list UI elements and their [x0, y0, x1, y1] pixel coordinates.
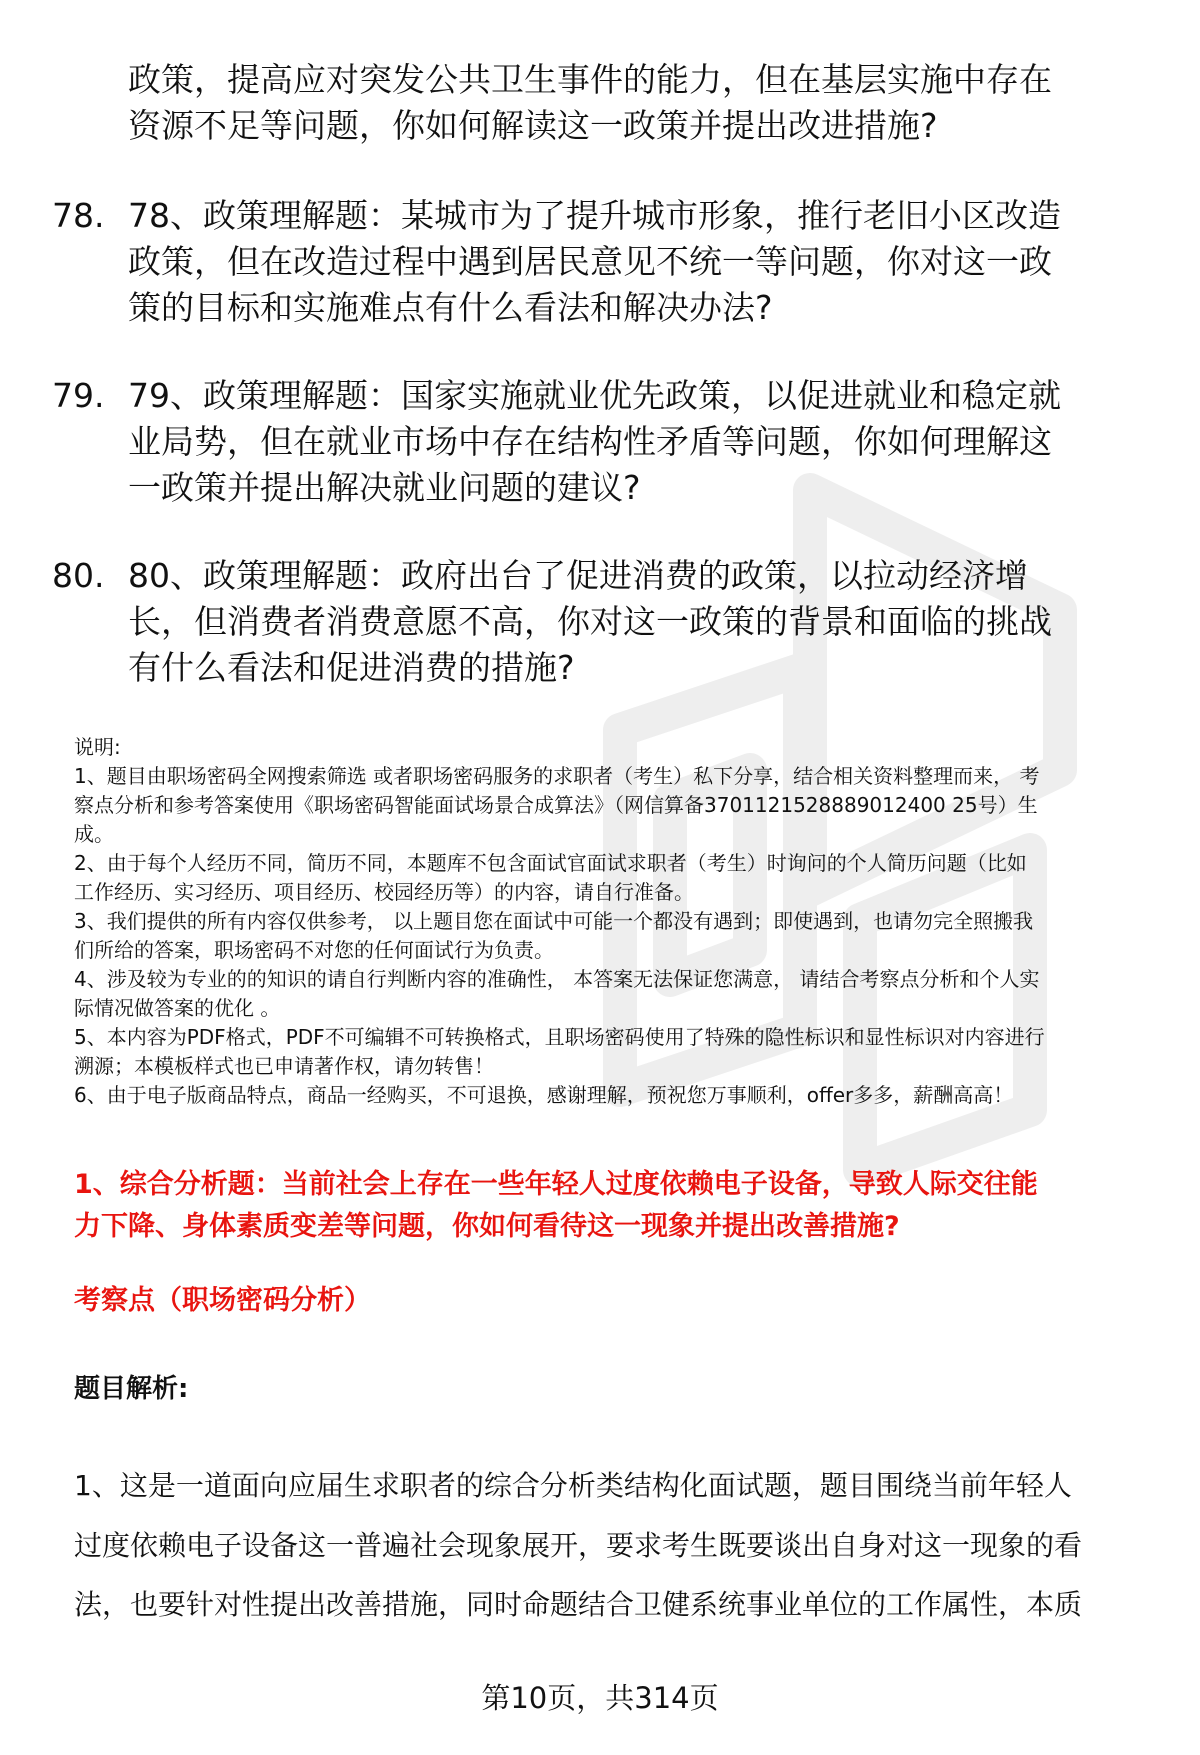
question-line: 有什么看法和促进消费的措施?	[128, 648, 575, 687]
focus-label: 考察点（职场密码分析）	[74, 1285, 371, 1316]
page-number: 第10页，共314页	[481, 1681, 719, 1715]
analysis-line: 1、这是一道面向应届生求职者的综合分析类结构化面试题，题目围绕当前年轻人	[74, 1469, 1072, 1502]
section-question-title: 1、综合分析题：当前社会上存在一些年轻人过度依赖电子设备，导致人际交往能	[74, 1169, 1038, 1200]
question-line: 策的目标和实施难点有什么看法和解决办法?	[128, 288, 773, 327]
analysis-heading: 题目解析:	[74, 1374, 189, 1404]
note-line: 工作经历、实习经历、项目经历、校园经历等）的内容，请自行准备。	[74, 880, 694, 904]
analysis-line: 法，也要针对性提出改善措施，同时命题结合卫健系统事业单位的工作属性，本质	[74, 1588, 1083, 1621]
question-number: 80.	[52, 556, 105, 595]
question-line: 长，但消费者消费意愿不高，你对这一政策的背景和面临的挑战	[128, 602, 1052, 641]
note-line: 2、由于每个人经历不同，简历不同，本题库不包含面试官面试求职者（考生）时询问的个人简历问题（比如	[74, 851, 1027, 875]
notes-section	[74, 733, 1154, 1110]
analysis-line: 过度依赖电子设备这一普遍社会现象展开，要求考生既要谈出自身对这一现象的看	[74, 1529, 1083, 1562]
note-line: 3、我们提供的所有内容仅供参考， 以上题目您在面试中可能一个都没有遇到；即使遇到，也请勿完全照搬我	[74, 909, 1034, 933]
question-line: 政策，但在改造过程中遇到居民意见不统一等问题，你对这一政	[128, 242, 1052, 281]
question-line: 资源不足等问题，你如何解读这一政策并提出改进措施?	[128, 106, 938, 145]
question-number: 79.	[52, 376, 105, 415]
question-line: 一政策并提出解决就业问题的建议?	[128, 468, 641, 507]
question-line: 78、政策理解题：某城市为了提升城市形象，推行老旧小区改造	[128, 196, 1061, 235]
section-question-title: 力下降、身体素质变差等问题，你如何看待这一现象并提出改善措施?	[74, 1211, 900, 1242]
note-line: 4、涉及较为专业的的知识的请自行判断内容的准确性， 本答案无法保证您满意， 请结合考察点分析和个人实	[74, 967, 1040, 991]
note-line: 5、本内容为PDF格式，PDF不可编辑不可转换格式，且职场密码使用了特殊的隐性标识和显性标识对内容进行	[74, 1025, 1045, 1049]
question-number: 78.	[52, 196, 105, 235]
note-line: 们所给的答案，职场密码不对您的任何面试行为负责。	[74, 938, 554, 962]
note-line: 际情况做答案的优化 。	[74, 996, 281, 1020]
question-line: 79、政策理解题：国家实施就业优先政策，以促进就业和稳定就	[128, 376, 1061, 415]
note-line: 察点分析和参考答案使用《职场密码智能面试场景合成算法》（网信算备3701121528889012400 25号）生	[74, 793, 1038, 817]
note-line: 6、由于电子版商品特点，商品一经购买，不可退换，感谢理解，预祝您万事顺利，offer多多，薪酬高高！	[74, 1083, 1014, 1107]
note-line: 成。	[74, 822, 114, 846]
note-line: 溯源；本模板样式也已申请著作权，请勿转售！	[74, 1054, 494, 1078]
note-line: 说明:	[74, 735, 121, 759]
question-line: 业局势，但在就业市场中存在结构性矛盾等问题，你如何理解这	[128, 422, 1052, 461]
question-line: 80、政策理解题：政府出台了促进消费的政策，以拉动经济增	[128, 556, 1028, 595]
note-line: 1、题目由职场密码全网搜索筛选 或者职场密码服务的求职者（考生）私下分享，结合相关资料整理而来， 考	[74, 764, 1040, 788]
question-line: 政策，提高应对突发公共卫生事件的能力，但在基层实施中存在	[128, 60, 1052, 99]
